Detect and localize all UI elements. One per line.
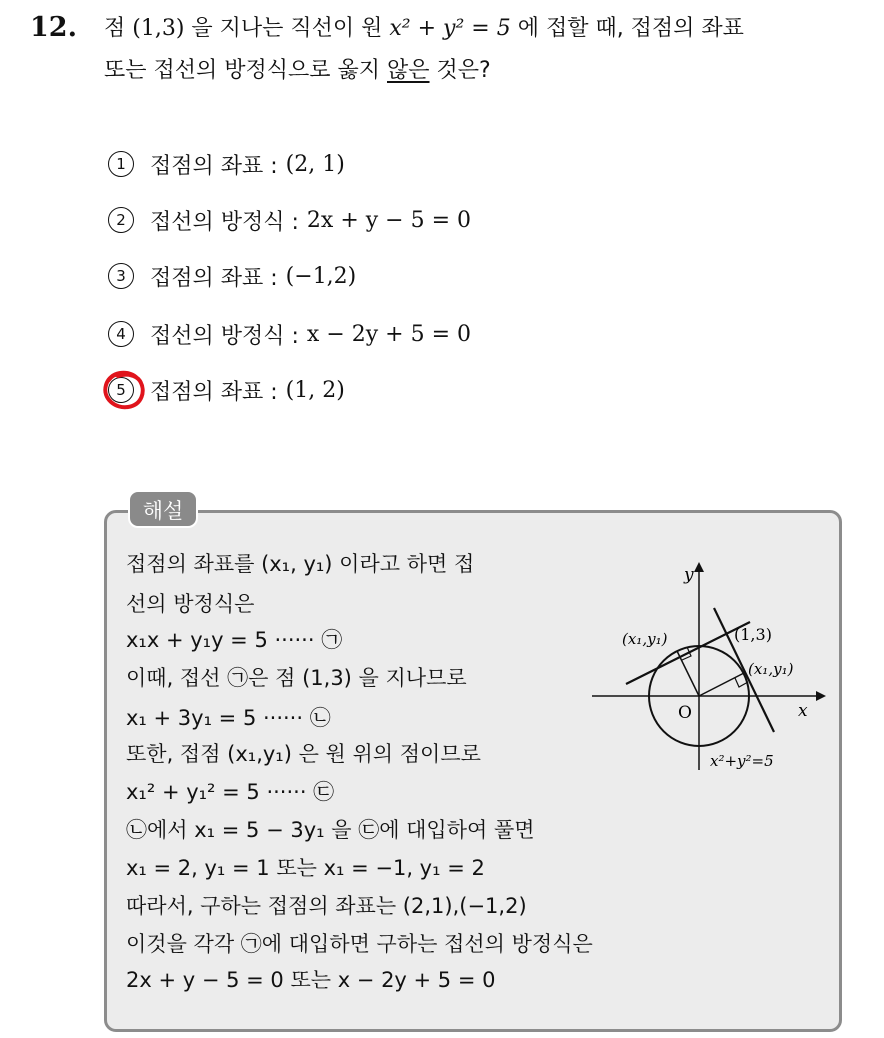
solution-line: 또한, 접점 (x₁,y₁) 은 원 위의 점이므로 xyxy=(126,742,481,766)
choice-3[interactable] xyxy=(108,258,356,294)
choice-value: 2x + y − 5 = 0 xyxy=(306,207,472,233)
question-line-2 xyxy=(104,56,491,86)
choice-value: (2, 1) xyxy=(285,151,345,177)
x-axis-label: x xyxy=(798,701,808,721)
y-axis-arrow xyxy=(694,562,704,572)
question-text: 에 접할 때, 접점의 좌표 xyxy=(510,16,744,41)
origin-label: O xyxy=(678,703,692,723)
question-text: 또는 접선의 방정식으로 옳지 xyxy=(104,58,387,83)
choice-number: 1 xyxy=(108,151,134,177)
tangent-point-label-left: (x₁,y₁) xyxy=(622,630,668,648)
choice-value: (−1,2) xyxy=(285,263,357,289)
solution-line: ㉡에서 x₁ = 5 − 3y₁ 을 ㉢에 대입하여 풀면 xyxy=(126,818,535,842)
x-axis-arrow xyxy=(816,691,826,701)
solution-line: 따라서, 구하는 접점의 좌표는 (2,1),(−1,2) xyxy=(126,894,527,918)
question-point: (1,3) xyxy=(132,16,185,41)
question-line-1 xyxy=(104,14,744,44)
question-circle-equation xyxy=(389,16,510,41)
circle-equation-label: x²+y²=5 xyxy=(710,752,774,770)
solution-line: x₁² + y₁² = 5 ······ ㉢ xyxy=(126,780,335,804)
question-text: 것은? xyxy=(429,58,491,83)
choice-label: 접선의 방정식 : xyxy=(150,209,299,235)
choice-label: 접점의 좌표 : xyxy=(150,265,278,291)
choice-4[interactable] xyxy=(108,316,471,352)
choice-number: 4 xyxy=(108,321,134,347)
question-emphasis: 않은 xyxy=(387,58,430,83)
y-axis-label: y xyxy=(684,565,694,585)
choice-label: 접점의 좌표 : xyxy=(150,379,278,405)
tangent-point-label-right: (x₁,y₁) xyxy=(748,660,794,678)
choice-value: x − 2y + 5 = 0 xyxy=(306,321,472,347)
choice-label: 접선의 방정식 : xyxy=(150,323,299,349)
solution-line: 이것을 각각 ㉠에 대입하면 구하는 접선의 방정식은 xyxy=(126,932,593,956)
answer-circle-mark xyxy=(100,367,150,413)
question-text: 을 지나는 직선이 원 xyxy=(184,16,390,41)
choice-1[interactable] xyxy=(108,146,345,182)
solution-line: 이때, 접선 ㉠은 점 (1,3) 을 지나므로 xyxy=(126,666,467,690)
solution-line: x₁ = 2, y₁ = 1 또는 x₁ = −1, y₁ = 2 xyxy=(126,856,485,880)
question-number: 12. xyxy=(30,12,77,43)
choice-number: 5 xyxy=(108,377,134,403)
circle-equation-text: x² + y² = 5 xyxy=(389,16,511,41)
solution-line: 접점의 좌표를 (x₁, y₁) 이라고 하면 접 xyxy=(126,552,475,576)
choice-number: 3 xyxy=(108,263,134,289)
solution-line: x₁x + y₁y = 5 ······ ㉠ xyxy=(126,628,343,652)
solution-tag: 해설 xyxy=(128,490,198,528)
solution-line: x₁ + 3y₁ = 5 ······ ㉡ xyxy=(126,706,331,730)
choice-value: (1, 2) xyxy=(285,377,345,403)
choice-label: 접점의 좌표 : xyxy=(150,153,278,179)
choice-2[interactable] xyxy=(108,202,471,238)
solution-line: 2x + y − 5 = 0 또는 x − 2y + 5 = 0 xyxy=(126,968,496,992)
choice-number: 2 xyxy=(108,207,134,233)
tangent-diagram xyxy=(588,560,838,780)
question-text: 점 xyxy=(104,16,133,41)
point-label: (1,3) xyxy=(734,625,772,644)
solution-line: 선의 방정식은 xyxy=(126,592,255,616)
